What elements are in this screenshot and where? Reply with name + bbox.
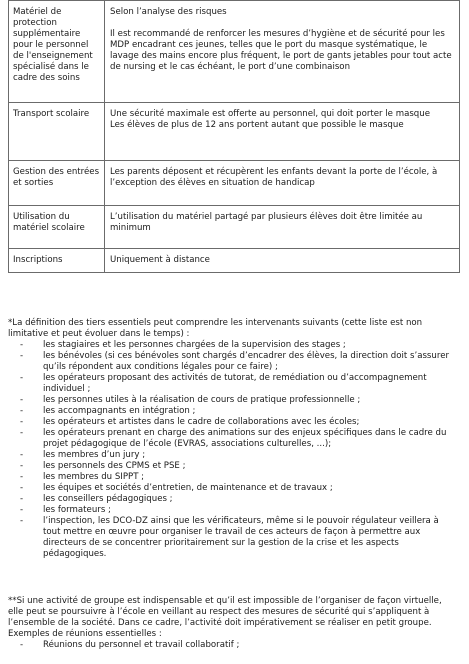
list-item: - les membres du SIPPT ; [20, 472, 145, 482]
list-item: - les opérateurs prenant en charge des animations sur des enjeux spécifiques dans le cadre du projet pédagogique de l’école (EVRAS, associations culturelles, ...); [20, 428, 447, 449]
row-paragraph: Il est recommandé de renforcer les mesures d’hygiène et de sécurité pour les MDP encadrant ces jeunes, telles que le port du masque systématique, le lavage des mains encore plus fréquent, le port de gants jetables pour tout acte de nursing et le cas échéant, le port d’une combinaison [110, 29, 452, 72]
row-paragraph: Selon l’analyse des risques [110, 7, 227, 17]
footnote-third-parties [8, 318, 458, 560]
list-item: - les conseillers pédagogiques ; [20, 494, 173, 504]
list-item: - les membres d’un jury ; [20, 450, 146, 460]
row-content [105, 1, 460, 103]
row-paragraph: Une sécurité maximale est offerte au personnel, qui doit porter le masque [110, 109, 430, 119]
list-item: - l’inspection, les DCO-DZ ainsi que les vérificateurs, même si le pouvoir régulateur veillera à tout mettre en œuvre pour organiser le travail de ces acteurs de façon à permettre aux directeurs de se concentrer prioritairement sur la gestion de la crise et les aspects pédagogiques. [20, 516, 439, 559]
row-label: Inscriptions [9, 249, 105, 273]
footnote-text: **Si une activité de groupe est indispensable et qu’il est impossible de l’organiser de façon virtuelle, elle peut se poursuivre à l’école en veillant au respect des mesures de sécurité qui s’appliquent à l’ensemble de la société. Dans ce cadre, l’activité doit impérativement se réaliser en petit groupe. Exemples de réunions essentielles : [8, 596, 442, 639]
table-row [9, 1, 460, 103]
row-content [105, 249, 460, 273]
table-row [9, 249, 460, 273]
list-item: - les personnes utiles à la réalisation de cours de pratique professionnelle ; [20, 395, 361, 405]
row-paragraph: Les élèves de plus de 12 ans portent autant que possible le masque [110, 120, 404, 130]
list-item: - les stagiaires et les personnes chargées de la supervision des stages ; [20, 340, 346, 350]
list-item: - Réunions du personnel et travail collaboratif ; [20, 640, 240, 650]
table-row [9, 206, 460, 249]
footnote-intro: *La définition des tiers essentiels peut comprendre les intervenants suivants (cette liste est non limitative et peut évoluer dans le temps) : [8, 318, 423, 339]
row-label: Utilisation du matériel scolaire [9, 206, 105, 249]
row-paragraph: L’utilisation du matériel partagé par plusieurs élèves doit être limitée au minimum [110, 212, 423, 233]
row-paragraph: Uniquement à distance [110, 255, 210, 265]
measures-table [8, 0, 460, 273]
row-content [105, 103, 460, 161]
row-content [105, 206, 460, 249]
row-label: Gestion des entrées et sorties [9, 161, 105, 206]
row-content [105, 161, 460, 206]
list-item: - les bénévoles (si ces bénévoles sont chargés d’encadrer des élèves, la direction doit s’assurer qu’ils répondent aux conditions légales pour ce faire) ; [20, 351, 450, 372]
list-item: - les équipes et sociétés d’entretien, de maintenance et de travaux ; [20, 483, 333, 493]
row-label: Matériel de protection supplémentaire pour le personnel de l'enseignement spécialisé dans le cadre des soins [9, 1, 105, 103]
third-parties-list [8, 340, 458, 560]
essential-meetings-list [8, 640, 458, 651]
row-paragraph: Les parents déposent et récupèrent les enfants devant la porte de l’école, à l’exception des élèves en situation de handicap [110, 167, 438, 188]
list-item: - les personnels des CPMS et PSE ; [20, 461, 186, 471]
list-item: - les opérateurs proposant des activités de tutorat, de remédiation ou d’accompagnement individuel ; [20, 373, 427, 394]
table-row [9, 161, 460, 206]
row-label: Transport scolaire [9, 103, 105, 161]
list-item: - les accompagnants en intégration ; [20, 406, 196, 416]
list-item: - les opérateurs et artistes dans le cadre de collaborations avec les écoles; [20, 417, 360, 427]
footnote-group-activities [8, 596, 458, 651]
list-item: - les formateurs ; [20, 505, 111, 515]
table-row [9, 103, 460, 161]
